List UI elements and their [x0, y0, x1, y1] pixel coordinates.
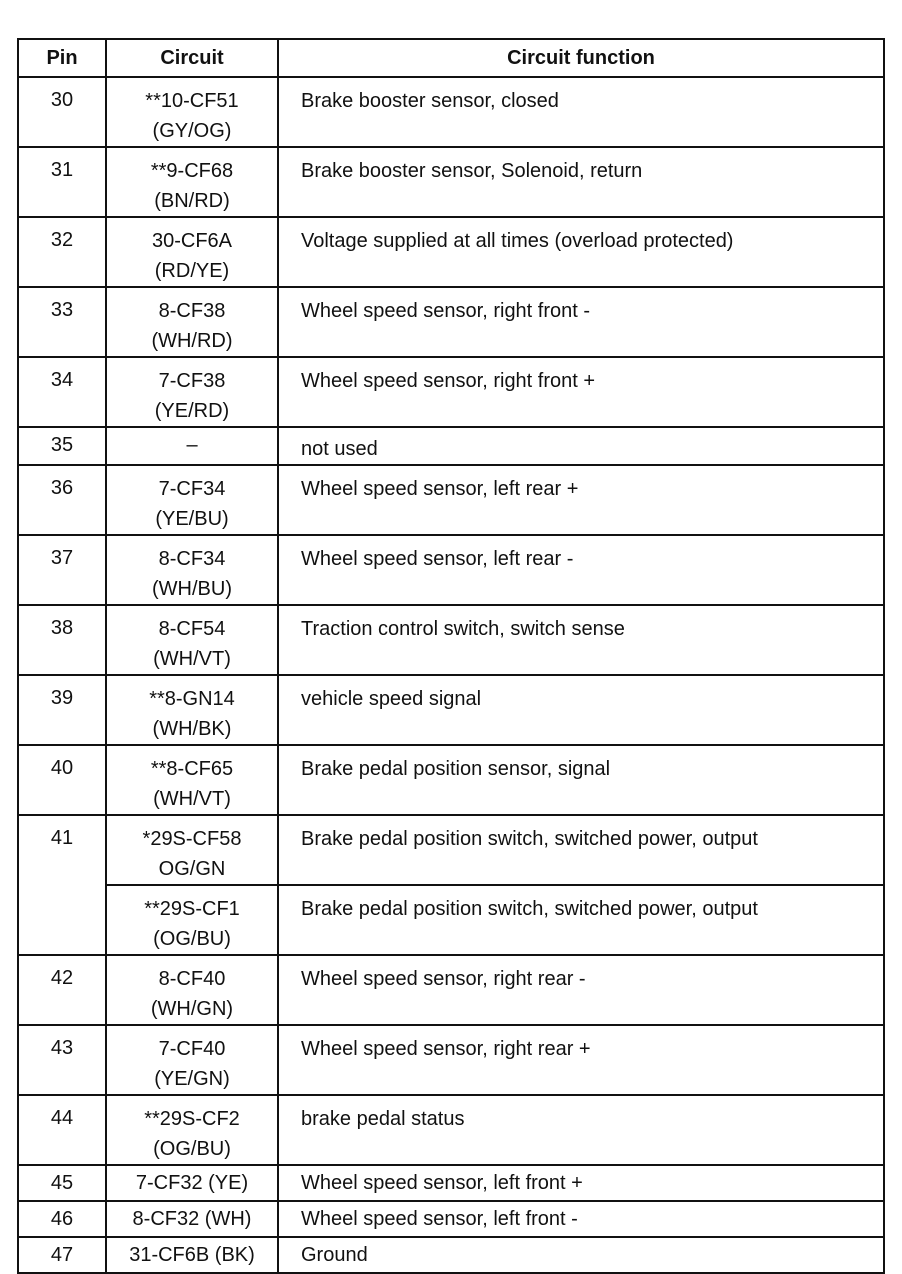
- table-row: [18, 675, 884, 745]
- function-cell: Brake pedal position switch, switched power, output: [278, 815, 884, 885]
- pin-cell: 44: [18, 1095, 106, 1165]
- pin-cell: 31: [18, 147, 106, 217]
- function-cell: Wheel speed sensor, left rear +: [278, 465, 884, 535]
- pin-cell: 37: [18, 535, 106, 605]
- function-cell: Brake booster sensor, closed: [278, 77, 884, 147]
- circuit-cell: 7-CF34 (YE/BU): [106, 465, 278, 535]
- pin-cell: 35: [18, 427, 106, 465]
- table-row: [18, 605, 884, 675]
- function-cell: Brake pedal position switch, switched power, output: [278, 885, 884, 955]
- pin-cell: 32: [18, 217, 106, 287]
- function-cell: not used: [278, 427, 884, 465]
- table-row: [18, 955, 884, 1025]
- circuit-cell: 7-CF40 (YE/GN): [106, 1025, 278, 1095]
- circuit-cell: **8-CF65 (WH/VT): [106, 745, 278, 815]
- pin-cell: 38: [18, 605, 106, 675]
- pin-cell: 46: [18, 1201, 106, 1237]
- function-cell: Wheel speed sensor, left front +: [278, 1165, 884, 1201]
- circuit-cell: 8-CF32 (WH): [106, 1201, 278, 1237]
- pin-header: Pin: [18, 39, 106, 77]
- function-cell: Traction control switch, switch sense: [278, 605, 884, 675]
- function-cell: Wheel speed sensor, left rear -: [278, 535, 884, 605]
- header-row: [18, 39, 884, 77]
- function-cell: vehicle speed signal: [278, 675, 884, 745]
- circuit-cell: **8-GN14 (WH/BK): [106, 675, 278, 745]
- table-row: [18, 815, 884, 885]
- table-row: [18, 287, 884, 357]
- function-cell: Brake booster sensor, Solenoid, return: [278, 147, 884, 217]
- function-cell: Voltage supplied at all times (overload protected): [278, 217, 884, 287]
- pin-cell: 30: [18, 77, 106, 147]
- circuit-cell: 8-CF38 (WH/RD): [106, 287, 278, 357]
- pin-table: [17, 38, 885, 1274]
- function-cell: brake pedal status: [278, 1095, 884, 1165]
- pin-cell: 43: [18, 1025, 106, 1095]
- pin-cell: 39: [18, 675, 106, 745]
- table-row: [18, 465, 884, 535]
- pin-cell: 45: [18, 1165, 106, 1201]
- pin-cell: 34: [18, 357, 106, 427]
- circuit-cell: 8-CF34 (WH/BU): [106, 535, 278, 605]
- circuit-cell: **29S-CF1 (OG/BU): [106, 885, 278, 955]
- circuit-cell: 31-CF6B (BK): [106, 1237, 278, 1273]
- table-row: [18, 885, 884, 955]
- circuit-cell: *29S-CF58 OG/GN: [106, 815, 278, 885]
- table-row: [18, 1025, 884, 1095]
- pin-cell: 47: [18, 1237, 106, 1273]
- function-cell: Brake pedal position sensor, signal: [278, 745, 884, 815]
- function-cell: Wheel speed sensor, right front -: [278, 287, 884, 357]
- pin-cell: 42: [18, 955, 106, 1025]
- table-row: [18, 427, 884, 465]
- function-header: Circuit function: [278, 39, 884, 77]
- pin-cell: 33: [18, 287, 106, 357]
- table-row: [18, 217, 884, 287]
- circuit-cell: **10-CF51 (GY/OG): [106, 77, 278, 147]
- pin-cell: 41: [18, 815, 106, 955]
- circuit-cell: **29S-CF2 (OG/BU): [106, 1095, 278, 1165]
- function-cell: Wheel speed sensor, left front -: [278, 1201, 884, 1237]
- circuit-cell: 30-CF6A (RD/YE): [106, 217, 278, 287]
- table-row: [18, 357, 884, 427]
- table-row: [18, 745, 884, 815]
- circuit-cell: 7-CF38 (YE/RD): [106, 357, 278, 427]
- function-cell: Wheel speed sensor, right rear -: [278, 955, 884, 1025]
- table-row: [18, 535, 884, 605]
- table-row: [18, 1237, 884, 1273]
- circuit-cell: –: [106, 427, 278, 465]
- function-cell: Ground: [278, 1237, 884, 1273]
- function-cell: Wheel speed sensor, right front +: [278, 357, 884, 427]
- circuit-cell: 8-CF40 (WH/GN): [106, 955, 278, 1025]
- circuit-cell: 7-CF32 (YE): [106, 1165, 278, 1201]
- circuit-cell: **9-CF68 (BN/RD): [106, 147, 278, 217]
- pin-cell: 40: [18, 745, 106, 815]
- circuit-cell: 8-CF54 (WH/VT): [106, 605, 278, 675]
- pin-cell: 36: [18, 465, 106, 535]
- table-row: [18, 77, 884, 147]
- function-cell: Wheel speed sensor, right rear +: [278, 1025, 884, 1095]
- table-row: [18, 1165, 884, 1201]
- table-row: [18, 147, 884, 217]
- circuit-header: Circuit: [106, 39, 278, 77]
- table-row: [18, 1095, 884, 1165]
- table-row: [18, 1201, 884, 1237]
